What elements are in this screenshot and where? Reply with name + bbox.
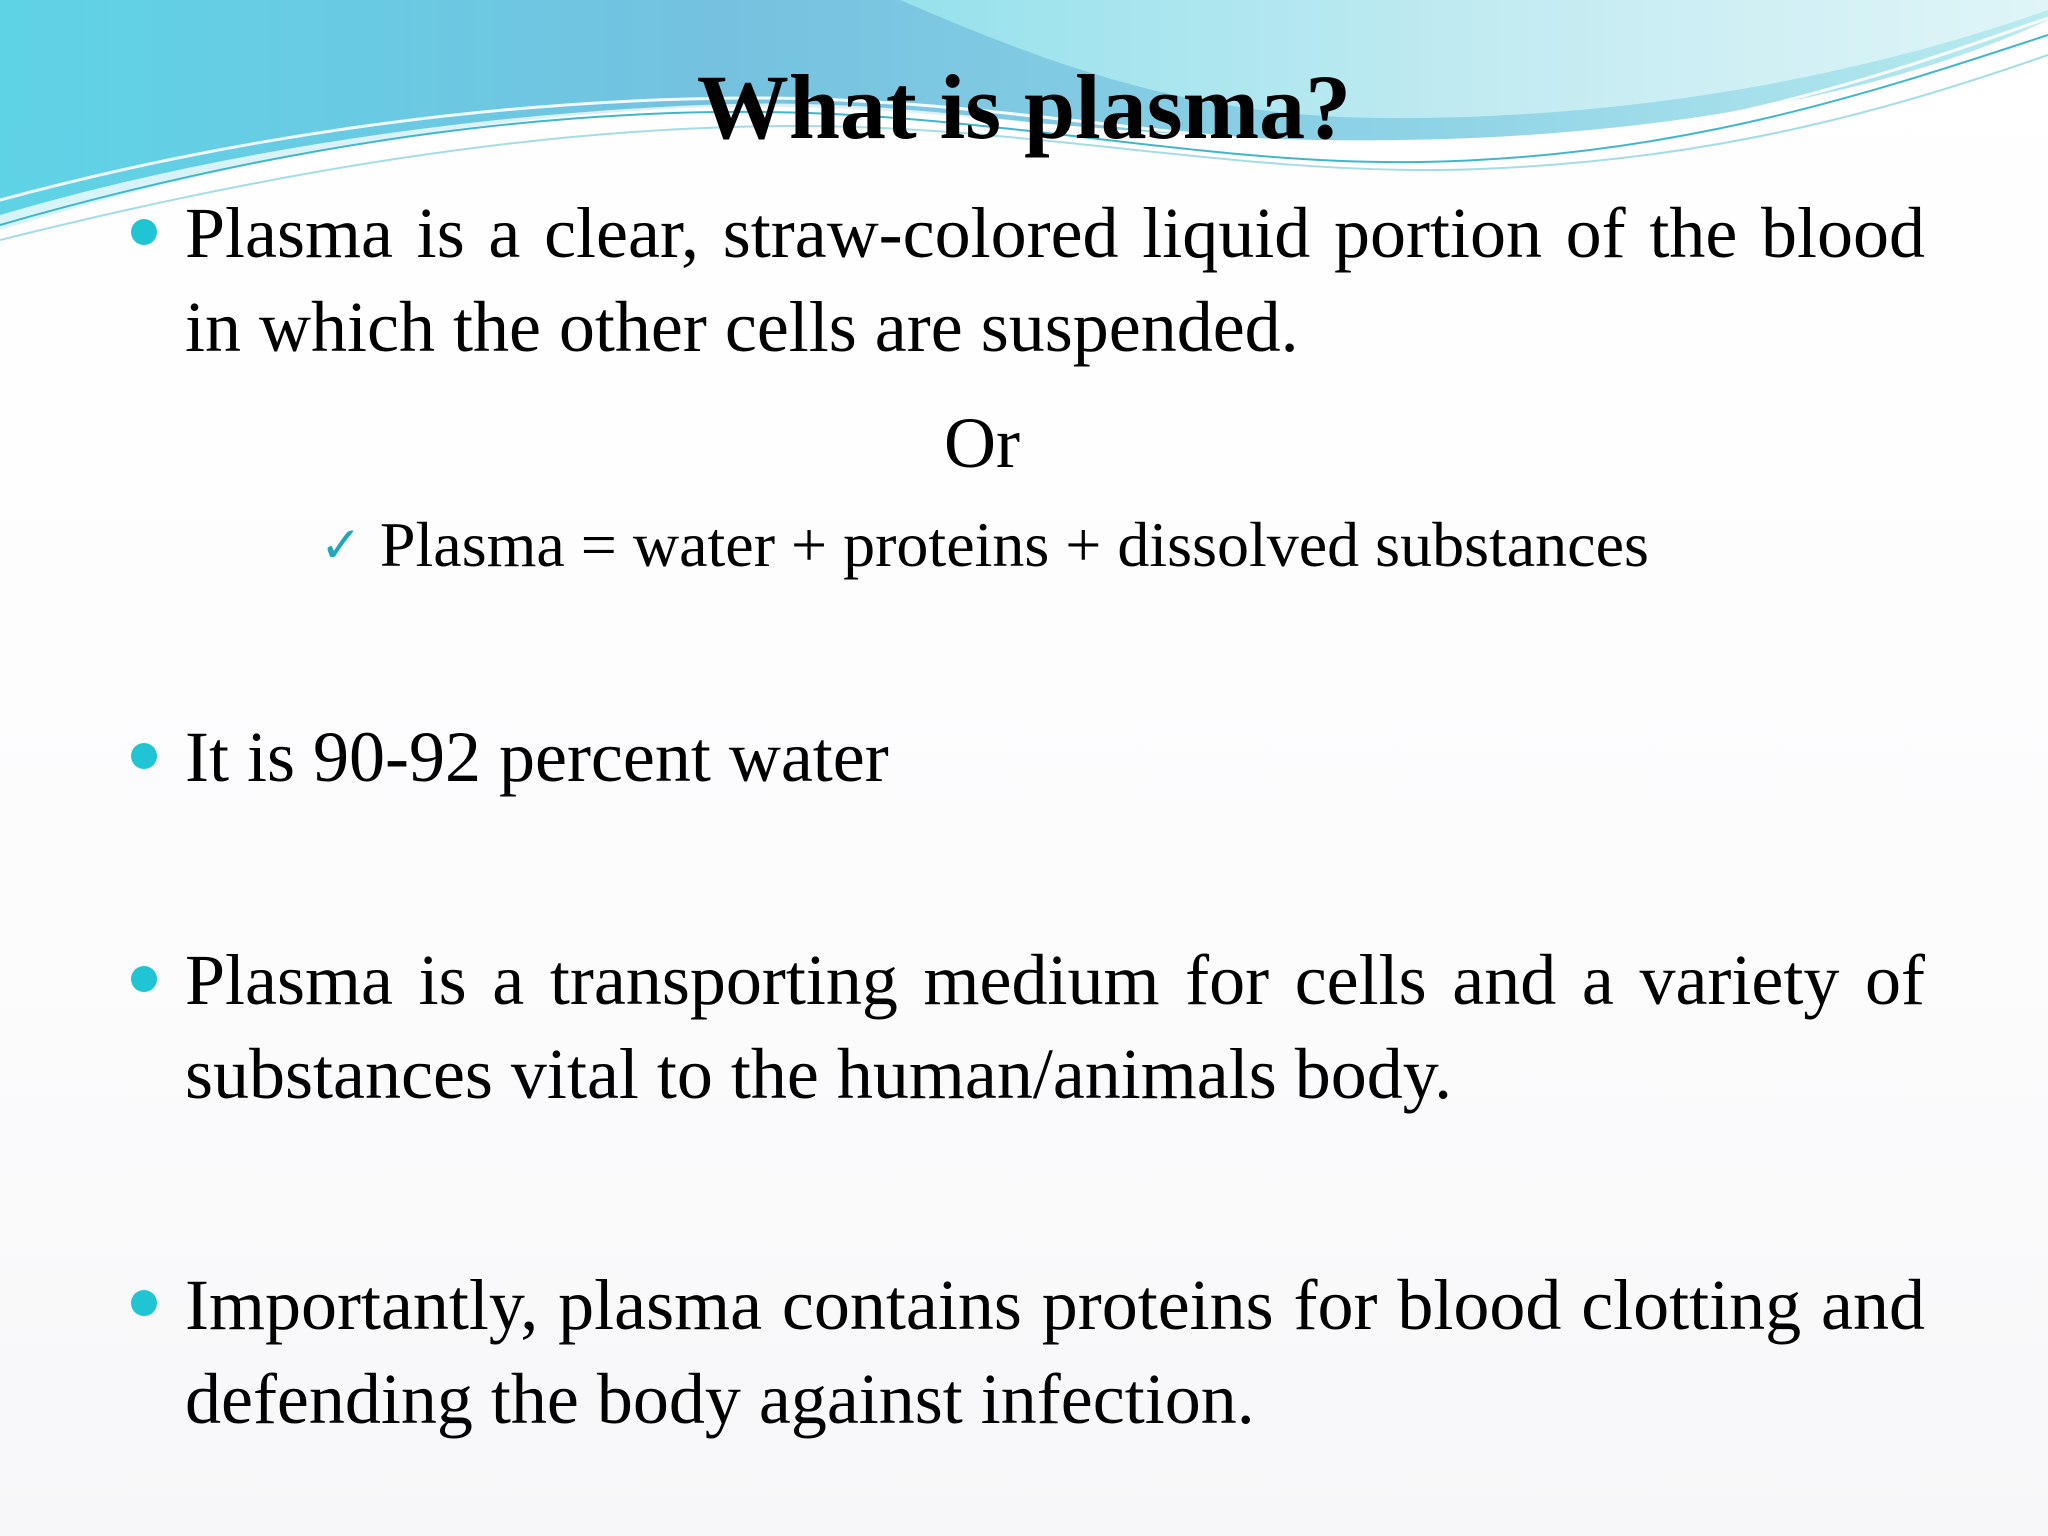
bullet-item-3: Plasma is a transporting medium for cells and a variety of substances vital to the human/animals body. (185, 940, 1925, 1114)
bullet-dot-icon (131, 743, 157, 769)
checkmark-icon: ✓ (320, 516, 362, 574)
bullet-dot-icon (131, 219, 157, 245)
bullet-item-2: It is 90-92 percent water (185, 717, 889, 797)
slide-title: What is plasma? (696, 56, 1352, 158)
or-separator: Or (944, 403, 1020, 483)
equation-row (320, 505, 1649, 585)
bullet-dot-icon (131, 966, 157, 992)
bullet-item-4: Importantly, plasma contains proteins for blood clotting and defending the body against infection. (185, 1265, 1925, 1439)
bullet-dot-icon (131, 1290, 157, 1316)
bullet-item-1: Plasma is a clear, straw-colored liquid portion of the blood in which the other cells are suspended. (185, 193, 1925, 367)
plasma-equation: Plasma = water + proteins + dissolved substances (379, 509, 1649, 580)
